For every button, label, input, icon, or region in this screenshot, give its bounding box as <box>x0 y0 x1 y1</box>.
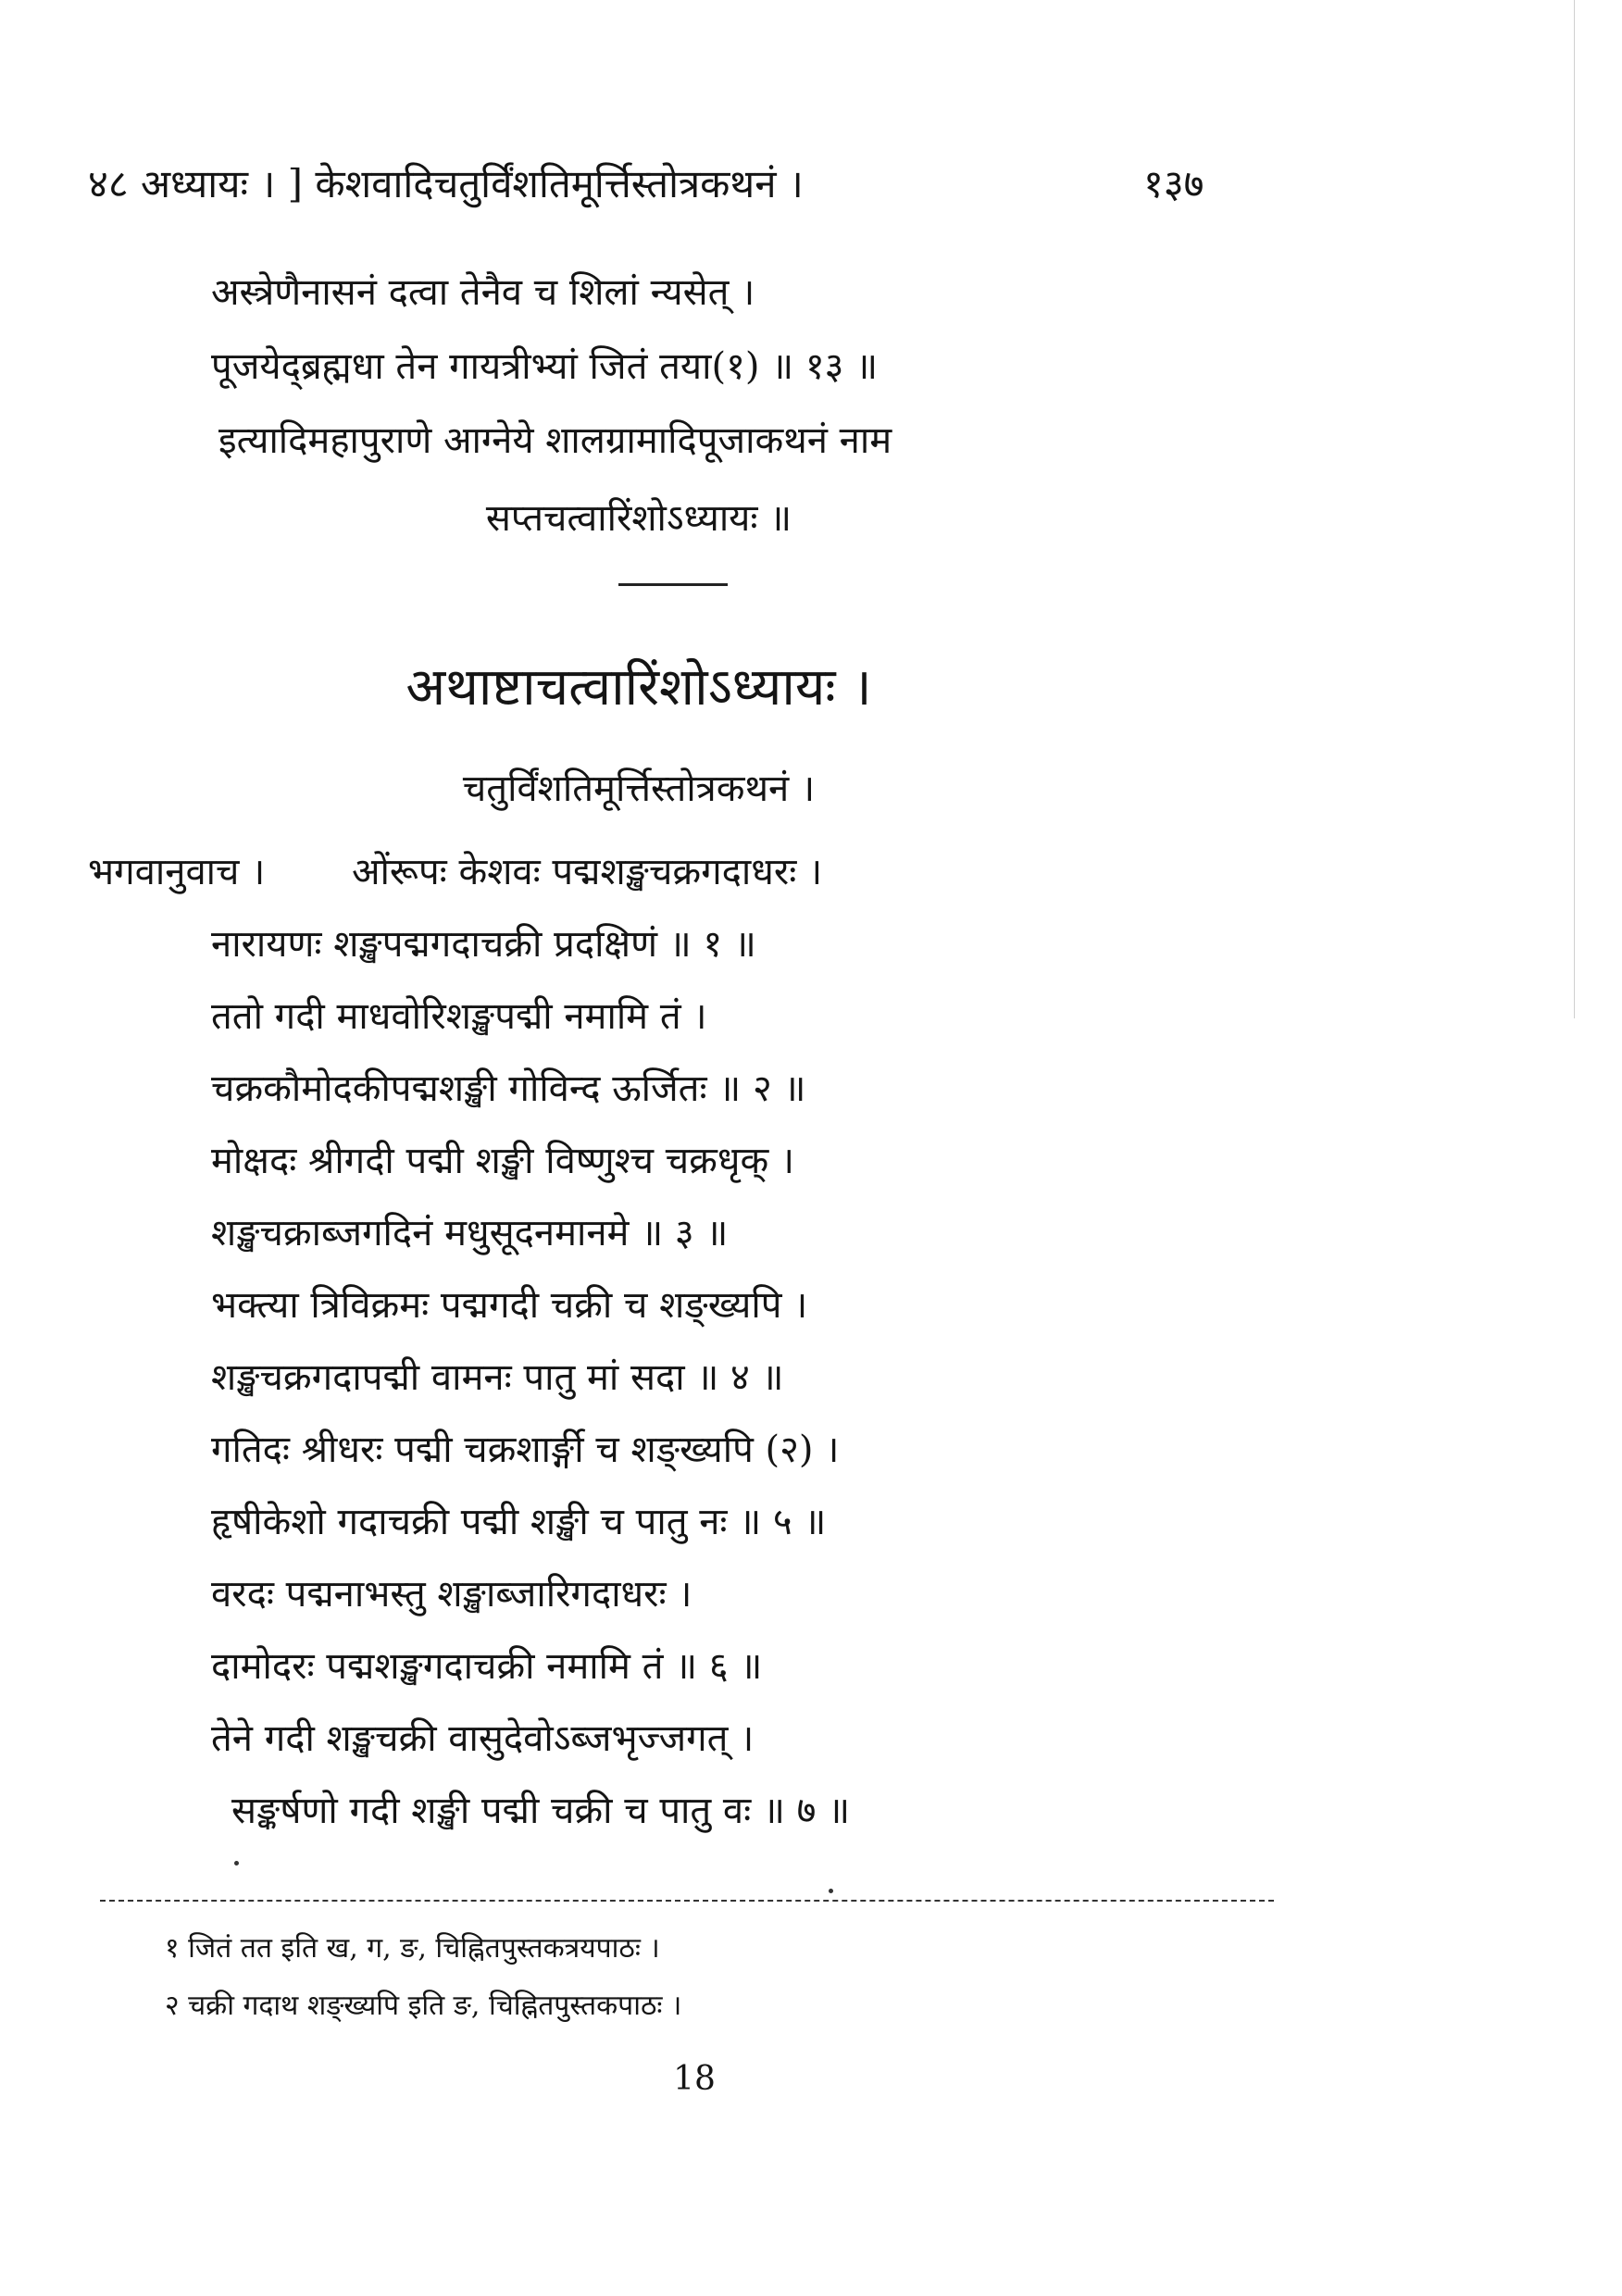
footnote: १ जितं तत इति ख, ग, ङ, चिह्नितपुस्तकत्रयपाठः । <box>165 1932 660 1965</box>
chapter-subtitle: चतुर्विंशतिमूर्त्तिस्तोत्रकथनं । <box>462 767 816 810</box>
chapter-title: अथाष्टाचत्वारिंशोऽध्यायः । <box>406 657 872 718</box>
verse-line: शङ्खचक्राब्जगदिनं मधुसूदनमानमे ॥ ३ ॥ <box>211 1212 729 1254</box>
colophon-line: सप्तचत्वारिंशोऽध्यायः ॥ <box>485 497 792 540</box>
colophon-line: इत्यादिमहापुराणे आग्नेये शालग्रामादिपूजाकथनं नाम <box>218 419 892 462</box>
verse-line: गतिदः श्रीधरः पद्मी चक्रशार्ङ्गी च शङ्ख्यपि (२) । <box>211 1429 840 1471</box>
print-speck <box>829 1889 833 1893</box>
footnote-divider <box>100 1900 1274 1902</box>
verse-line: ततो गदी माधवोरिशङ्खपद्मी नमामि तं । <box>211 995 707 1038</box>
verse-line: ओंरूपः केशवः पद्मशङ्खचक्रगदाधरः । <box>352 851 823 893</box>
verse-line: शङ्खचक्रगदापद्मी वामनः पातु मां सदा ॥ ४ ॥ <box>211 1356 784 1399</box>
verse-line: अस्त्रेणैनासनं दत्वा तेनैव च शिलां न्यसेत् । <box>211 271 755 314</box>
verse-line: पूजयेद्‌ब्रह्मधा तेन गायत्रीभ्यां जितं तया(१) ॥ १३ ॥ <box>211 345 879 388</box>
verse-line: चक्रकौमोदकीपद्मशङ्खी गोविन्द ऊर्जितः ॥ २ ॥ <box>211 1067 806 1110</box>
verse-line: भक्त्या त्रिविक्रमः पद्मगदी चक्री च शङ्ख्यपि । <box>211 1284 808 1327</box>
page-number-top: १३७ <box>1143 161 1204 206</box>
verse-line: वरदः पद्मनाभस्तु शङ्खाब्जारिगदाधरः । <box>211 1573 692 1616</box>
page-number-bottom: 18 <box>673 2060 716 2098</box>
running-head: ४८ अध्यायः । ] केशवादिचतुर्विंशतिमूर्त्तिस्तोत्रकथनं । <box>88 161 804 206</box>
verse-line: नारायणः शङ्खपद्मगदाचक्री प्रदक्षिणं ॥ १ ॥ <box>211 923 756 966</box>
verse-line: मोक्षदः श्रीगदी पद्मी शङ्खी विष्णुश्च चक्रधृक् । <box>211 1140 795 1182</box>
verse-line: हृषीकेशो गदाचक्री पद्मी शङ्खी च पातु नः ॥ ५ ॥ <box>211 1501 827 1543</box>
scan-edge <box>1574 0 1575 1018</box>
verse-line: सङ्कर्षणो गदी शङ्खी पद्मी चक्री च पातु वः ॥ ७ ॥ <box>231 1790 851 1832</box>
chapter-divider <box>618 583 728 586</box>
verse-line: तेने गदी शङ्खचक्री वासुदेवोऽब्जभृज्जगत् । <box>211 1717 755 1760</box>
print-speck <box>234 1861 239 1866</box>
speaker-label: भगवानुवाच । <box>88 851 266 893</box>
verse-line: दामोदरः पद्मशङ्खगदाचक्री नमामि तं ॥ ६ ॥ <box>211 1645 763 1688</box>
footnote: २ चक्री गदाथ शङ्ख्यपि इति ङ, चिह्नितपुस्तकपाठः । <box>165 1990 682 2022</box>
